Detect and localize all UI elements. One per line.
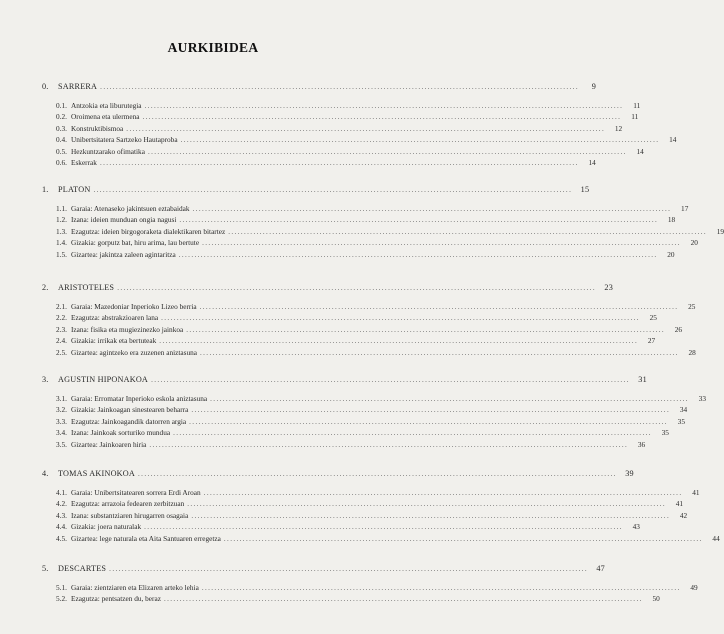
section-page-number: 47 bbox=[596, 564, 605, 573]
entry-title: Gizartea: jakintza zaleen agintaritza bbox=[71, 249, 176, 259]
entry-number: 3.4. bbox=[56, 428, 67, 438]
entry-page-number: 50 bbox=[652, 594, 660, 604]
entry-page-number: 34 bbox=[679, 405, 688, 415]
entry-page-number: 35 bbox=[677, 416, 685, 426]
entry-page-number: 11 bbox=[631, 112, 639, 122]
entry-title: Oroimena eta ulermena bbox=[71, 112, 140, 122]
toc-section[interactable] bbox=[42, 373, 647, 384]
entry-page-number: 14 bbox=[588, 158, 596, 167]
entry-title: Garaia: Atenaseko jakintsuen eztabaidak bbox=[71, 204, 190, 213]
entry-page-number: 28 bbox=[688, 347, 696, 357]
entry-number: 3.2. bbox=[56, 405, 67, 415]
entry-number: 1.3. bbox=[56, 226, 67, 236]
entry-number: 4.2. bbox=[56, 499, 67, 509]
entry-page-number: 44 bbox=[712, 533, 720, 543]
entry-number: 2.4. bbox=[56, 336, 67, 346]
dot-leader: ........................................................................................................................................................ bbox=[142, 113, 622, 122]
toc-entry[interactable] bbox=[56, 426, 669, 438]
dot-leader: ........................................................................................................................................................ bbox=[192, 205, 672, 213]
entry-title: Gizakia: gorputz bat, hiru arima, lau bertute bbox=[71, 238, 200, 248]
toc-entry[interactable] bbox=[56, 213, 676, 225]
toc-entry[interactable] bbox=[56, 438, 646, 449]
entry-title: Garaia: zientziaren eta Elizaren arteko lehia bbox=[71, 583, 199, 592]
entry-title: Gizartea: Jainkoaren hiria bbox=[71, 439, 147, 449]
entry-title: Garaia: Erromatar Inperioko eskola aniztasuna bbox=[71, 394, 208, 403]
entry-title: Konstruktibismoa bbox=[71, 123, 124, 133]
toc-entry[interactable] bbox=[56, 300, 696, 311]
dot-leader: ........................................................................................................................................................ bbox=[173, 429, 652, 438]
entry-title: Ezagutza: abstrakzioaren lana bbox=[71, 313, 159, 323]
toc-section[interactable] bbox=[42, 80, 596, 91]
section-title: TOMAS AKINOKOA bbox=[58, 469, 136, 478]
entry-title: Ezagutza: ideien birgogoraketa dialektikaren bitartez bbox=[71, 226, 226, 236]
toc-entry[interactable] bbox=[56, 202, 689, 213]
section-number: 3. bbox=[42, 375, 49, 384]
entry-page-number: 41 bbox=[692, 488, 700, 497]
section-page-number: 23 bbox=[604, 283, 613, 292]
toc-entry[interactable] bbox=[56, 248, 675, 259]
entry-page-number: 14 bbox=[636, 146, 644, 156]
dot-leader: ........................................................................................................................................................ bbox=[99, 159, 579, 167]
entry-number: 0.5. bbox=[56, 146, 67, 156]
entry-page-number: 17 bbox=[681, 204, 689, 213]
entry-number: 2.3. bbox=[56, 324, 67, 334]
section-title: SARRERA bbox=[58, 82, 98, 91]
entry-number: 2.2. bbox=[56, 313, 67, 323]
dot-leader: ........................................................................................................................................................ bbox=[161, 314, 640, 323]
dot-leader: ........................................................................................................................................................ bbox=[159, 337, 639, 346]
entry-title: Gizakia: joera naturalak bbox=[71, 522, 142, 532]
dot-leader: ........................................................................................................................................................ bbox=[200, 348, 679, 357]
dot-leader: ........................................................................................................................................................ bbox=[151, 376, 630, 384]
entry-number: 1.4. bbox=[56, 238, 67, 248]
section-number: 0. bbox=[42, 82, 49, 91]
entry-number: 3.5. bbox=[56, 439, 67, 449]
toc-entry[interactable] bbox=[56, 346, 696, 357]
entry-page-number: 20 bbox=[690, 238, 698, 248]
section-page-number: 31 bbox=[638, 375, 647, 384]
entry-title: Ezagutza: arrazoia fedearen zerbitzuan bbox=[71, 499, 185, 509]
entry-page-number: 25 bbox=[649, 313, 657, 323]
dot-leader: ........................................................................................................................................................ bbox=[126, 124, 606, 133]
toc-entry[interactable] bbox=[56, 145, 644, 156]
entry-number: 1.2. bbox=[56, 215, 67, 225]
dot-leader: ........................................................................................................................................................ bbox=[187, 500, 667, 509]
section-number: 4. bbox=[42, 469, 49, 478]
entry-number: 5.1. bbox=[56, 583, 67, 592]
entry-page-number: 20 bbox=[667, 249, 675, 259]
dot-leader: ........................................................................................................................................................ bbox=[191, 511, 671, 520]
entry-number: 1.5. bbox=[56, 249, 67, 259]
toc-entry[interactable] bbox=[56, 581, 698, 592]
entry-title: Gizartea: agintzeko era zuzenen aniztasuna bbox=[71, 347, 197, 357]
toc-entry[interactable] bbox=[56, 532, 720, 543]
dot-leader: ........................................................................................................................................................ bbox=[186, 325, 666, 334]
dot-leader: ........................................................................................................................................................ bbox=[93, 186, 573, 194]
entry-page-number: 49 bbox=[690, 583, 698, 592]
entry-number: 4.3. bbox=[56, 510, 67, 520]
toc-entry[interactable] bbox=[56, 520, 640, 532]
toc-entry[interactable] bbox=[56, 497, 684, 509]
dot-leader: ........................................................................................................................................................ bbox=[210, 395, 689, 403]
dot-leader: ........................................................................................................................................................ bbox=[179, 216, 659, 225]
entry-page-number: 36 bbox=[637, 439, 646, 449]
dot-leader: ........................................................................................................................................................ bbox=[100, 83, 579, 91]
dot-leader: ........................................................................................................................................................ bbox=[149, 440, 629, 449]
dot-leader: ........................................................................................................................................................ bbox=[199, 303, 679, 311]
toc-entry[interactable] bbox=[56, 99, 641, 110]
dot-leader: ........................................................................................................................................................ bbox=[163, 595, 643, 604]
entry-title: Izana: ideien munduan ongia nagusi bbox=[71, 215, 177, 225]
entry-number: 0.4. bbox=[56, 135, 67, 145]
entry-page-number: 12 bbox=[614, 123, 623, 133]
toc-entry[interactable] bbox=[56, 592, 660, 604]
entry-title: Antzokia eta liburutegia bbox=[71, 101, 142, 110]
section-number: 5. bbox=[42, 564, 49, 573]
dot-leader: ........................................................................................................................................................ bbox=[189, 417, 668, 426]
entry-page-number: 42 bbox=[679, 510, 688, 520]
dot-leader: ........................................................................................................................................................ bbox=[180, 136, 660, 145]
toc-entry[interactable] bbox=[56, 156, 596, 167]
entry-number: 5.2. bbox=[56, 594, 67, 604]
section-page-number: 15 bbox=[580, 185, 590, 194]
toc-section[interactable] bbox=[42, 467, 634, 478]
section-title: AGUSTIN HIPONAKOA bbox=[58, 375, 149, 384]
dot-leader: ........................................................................................................................................................ bbox=[228, 227, 708, 236]
entry-number: 0.3. bbox=[56, 123, 67, 133]
entry-number: 4.4. bbox=[56, 522, 67, 532]
dot-leader: ........................................................................................................................................................ bbox=[138, 470, 617, 478]
dot-leader: ........................................................................................................................................................ bbox=[144, 102, 624, 110]
entry-number: 0.1. bbox=[56, 101, 67, 110]
entry-page-number: 25 bbox=[688, 302, 696, 311]
entry-number: 2.5. bbox=[56, 347, 67, 357]
entry-title: Gizartea: lege naturala eta Aita Santuaren erregetza bbox=[71, 533, 221, 543]
entry-number: 3.1. bbox=[56, 394, 67, 403]
section-number: 2. bbox=[42, 283, 49, 292]
toc-entry[interactable] bbox=[56, 122, 623, 133]
entry-page-number: 41 bbox=[675, 499, 684, 509]
entry-title: Garaia: Unibertsitatearen sorrera Erdi Aroan bbox=[71, 488, 201, 497]
entry-page-number: 11 bbox=[633, 101, 641, 110]
entry-number: 4.5. bbox=[56, 533, 67, 543]
toc-entry[interactable] bbox=[56, 110, 639, 122]
dot-leader: ........................................................................................................................................................ bbox=[201, 584, 681, 592]
entry-page-number: 19 bbox=[716, 226, 724, 236]
entry-page-number: 18 bbox=[667, 215, 676, 225]
dot-leader: ........................................................................................................................................................ bbox=[178, 250, 658, 259]
entry-title: Hezkuntzarako ofimatika bbox=[71, 146, 145, 156]
toc-entry[interactable] bbox=[56, 225, 724, 236]
toc-entry[interactable] bbox=[56, 509, 688, 520]
dot-leader: ........................................................................................................................................................ bbox=[144, 523, 623, 532]
dot-leader: ........................................................................................................................................................ bbox=[191, 406, 671, 415]
entry-title: Izana: Jainkoak sorturiko mundua bbox=[71, 428, 171, 438]
entry-number: 0.6. bbox=[56, 158, 67, 167]
toc-entry[interactable] bbox=[56, 392, 706, 403]
dot-leader: ........................................................................................................................................................ bbox=[109, 565, 588, 573]
entry-title: Izana: substantziaren hirugarren osagaia bbox=[71, 510, 189, 520]
dot-leader: ........................................................................................................................................................ bbox=[147, 147, 627, 156]
page-title: AURKIBIDEA bbox=[167, 40, 259, 55]
entry-page-number: 35 bbox=[661, 428, 669, 438]
entry-title: Eskerrak bbox=[71, 158, 97, 167]
section-title: PLATON bbox=[58, 185, 91, 194]
toc-section[interactable] bbox=[42, 562, 605, 573]
entry-page-number: 33 bbox=[698, 394, 706, 403]
toc-entry[interactable] bbox=[56, 323, 683, 334]
toc-section[interactable] bbox=[42, 183, 590, 194]
toc-entry[interactable] bbox=[56, 334, 656, 346]
entry-page-number: 26 bbox=[674, 324, 683, 334]
entry-page-number: 43 bbox=[632, 522, 640, 532]
section-page-number: 39 bbox=[625, 469, 634, 478]
toc-entry[interactable] bbox=[56, 133, 677, 145]
section-number: 1. bbox=[42, 185, 49, 194]
toc-entry[interactable] bbox=[56, 236, 698, 248]
section-title: ARISTOTELES bbox=[58, 283, 115, 292]
dot-leader: ........................................................................................................................................................ bbox=[202, 239, 681, 248]
toc-entry[interactable] bbox=[56, 403, 688, 415]
entry-title: Garaia: Mazedoniar Inperioko Lizeo berria bbox=[71, 302, 197, 311]
entry-title: Izana: fisika eta mugiezinezko jainkoa bbox=[71, 324, 184, 334]
dot-leader: ........................................................................................................................................................ bbox=[223, 534, 703, 543]
toc-entry[interactable] bbox=[56, 486, 700, 497]
entry-number: 0.2. bbox=[56, 112, 67, 122]
dot-leader: ........................................................................................................................................................ bbox=[117, 284, 596, 292]
entry-title: Gizakia: irrikak eta bertuteak bbox=[71, 336, 157, 346]
toc-entry[interactable] bbox=[56, 311, 657, 323]
entry-title: Gizakia: Jainkoagan sinestearen beharra bbox=[71, 405, 189, 415]
entry-title: Ezagutza: Jainkoagandik datorren argia bbox=[71, 416, 187, 426]
entry-number: 3.3. bbox=[56, 416, 67, 426]
entry-number: 1.1. bbox=[56, 204, 67, 213]
section-title: DESCARTES bbox=[58, 564, 107, 573]
entry-number: 4.1. bbox=[56, 488, 67, 497]
dot-leader: ........................................................................................................................................................ bbox=[203, 489, 683, 497]
section-page-number: 9 bbox=[591, 82, 596, 91]
toc-entry[interactable] bbox=[56, 415, 685, 426]
entry-page-number: 14 bbox=[669, 135, 677, 145]
entry-number: 2.1. bbox=[56, 302, 67, 311]
entry-page-number: 27 bbox=[647, 336, 656, 346]
entry-title: Ezagutza: pentsatzen du, beraz bbox=[71, 594, 161, 604]
toc-section[interactable] bbox=[42, 281, 613, 292]
entry-title: Unibertsitatera Sartzeko Hautaproba bbox=[71, 135, 178, 145]
